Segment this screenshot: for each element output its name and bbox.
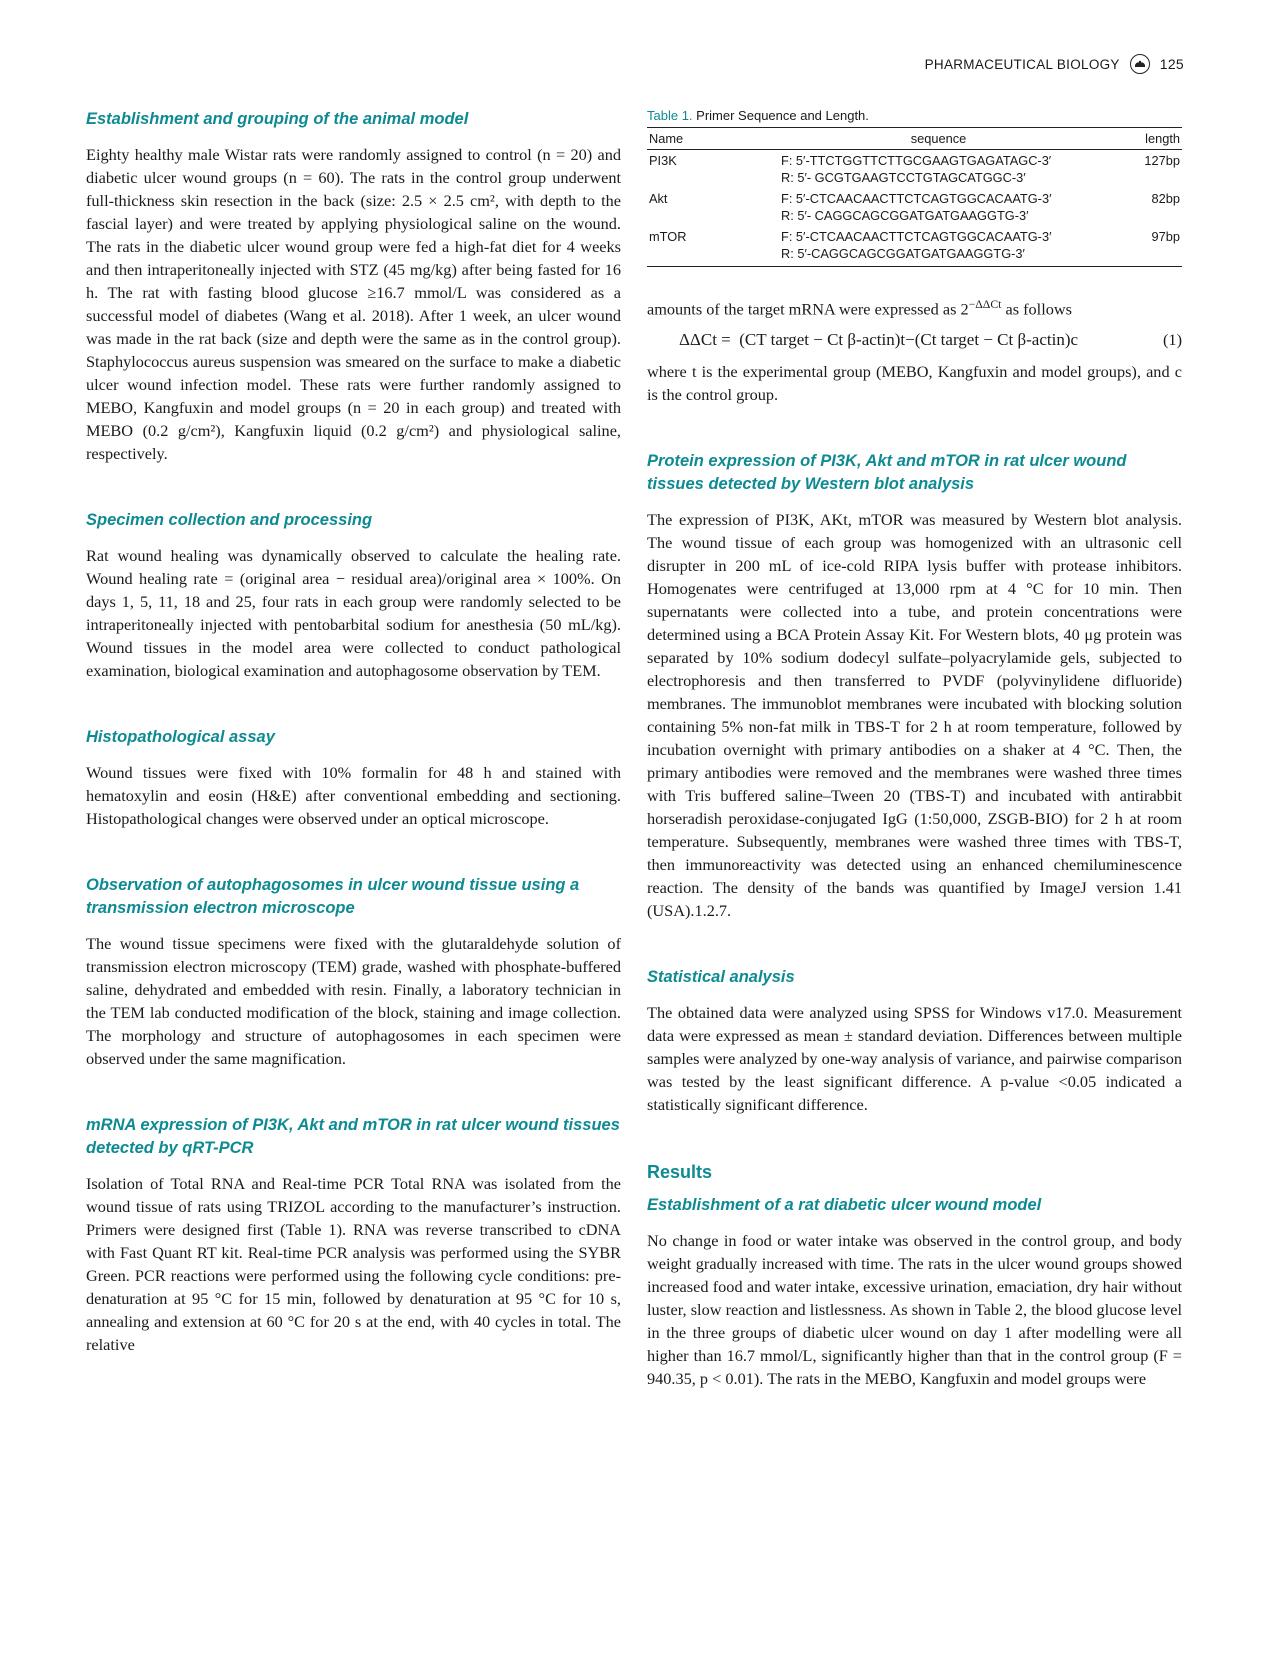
primer-sequence [779, 226, 1098, 267]
forward-primer: F: 5′-TTCTGGTTCTTGCGAAGTGAGATAGC-3′ [781, 153, 1052, 168]
primer-length: 97bp [1098, 226, 1182, 267]
primer-sequence [779, 188, 1098, 226]
right-column [647, 108, 1182, 1390]
paragraph: Eighty healthy male Wistar rats were randomly assigned to control (n = 20) and diabetic ulcer wound groups (n = 60). The rats in the control group underwent full-thickness skin resection in the back (size: 2.5 × 2.5 cm², with depth to the fascial layer) and were treated by applying physiological saline on the wound. The rats in the diabetic ulcer wound group were fed a high-fat diet for 4 weeks and then intraperitoneally injected with STZ (45 mg/kg) after being fasted for 16 h. The rat with fasting blood glucose ≥16.7 mmol/L was considered as a successful model of diabetes (Wang et al. 2018). After 1 week, an ulcer wound was made in the rat back (size and depth were the same as in the control group). Staphylococcus aureus suspension was smeared on the surface to make a diabetic ulcer wound infection model. These rats were further randomly assigned to MEBO, Kangfuxin and model groups (n = 20 in each group) and treated with MEBO (0.2 g/cm²), Kangfuxin liquid (0.2 g/cm²) and physiological saline, respectively. [86, 145, 621, 463]
reverse-primer: R: 5′- CAGGCAGCGGATGATGAAGGTG-3′ [781, 208, 1029, 223]
reverse-primer: R: 5′- GCGTGAAGTCCTGTAGCATGGC-3′ [781, 170, 1026, 185]
section-heading: mRNA expression of PI3K, Akt and mTOR in rat ulcer wound tissues detected by qRT-PCR [86, 1116, 620, 1157]
primer-name: PI3K [649, 153, 677, 168]
primer-length: 82bp [1151, 191, 1180, 206]
section-heading: Establishment and grouping of the animal model [86, 110, 469, 128]
primer-name: Akt [649, 191, 668, 206]
section-heading: Observation of autophagosomes in ulcer wound tissue using a transmission electron microscope [86, 876, 580, 917]
paragraph [647, 293, 1182, 320]
primer-table [647, 127, 1182, 267]
forward-primer: F: 5′-CTCAACAACTTCTCAGTGGCACAATG-3′ [781, 191, 1052, 206]
paragraph: The wound tissue specimens were fixed with the glutaraldehyde solution of transmission electron microscopy (TEM) grade, washed with phosphate-buffered saline, dehydrated and embedded with resin. Finally, a laboratory technician in the TEM lab conducted modification of the block, staining and image collection. The morphology and structure of autophagosomes in each specimen were observed under the same magnification. [86, 934, 621, 1068]
forward-primer: F: 5′-CTCAACAACTTCTCAGTGGCACAATG-3′ [781, 229, 1052, 244]
left-column [86, 108, 621, 1356]
section-heading: Statistical analysis [647, 968, 795, 987]
table-title: Primer Sequence and Length. [696, 108, 869, 123]
journal-logo-icon [1130, 54, 1150, 74]
section-heading: Establishment of a rat diabetic ulcer wound model [647, 1196, 1042, 1215]
primer-length: 127bp [1144, 153, 1180, 168]
paragraph: The expression of PI3K, AKt, mTOR was measured by Western blot analysis. The wound tissue of each group was homogenized with an ultrasonic cell disrupter in 200 mL of ice-cold RIPA lysis buffer with protease inhibitors. Homogenates were centrifuged at 13,000 rpm at 4 °C for 10 min. Then supernatants were collected into a tube, and protein concentrations were determined using a BCA Protein Assay Kit. For Western blots, 40 μg protein was separated by 10% sodium dodecyl sulfate–polyacrylamide gels, subjected to electrophoresis and then transferred to PVDF (polyvinylidene difluoride) membranes. The immunoblot membranes were incubated with blocking solution containing 5% non-fat milk in TBS-T for 2 h at room temperature, followed by incubation overnight with primary antibodies on a shaker at 4 °C. Then, the primary antibodies were removed and the membranes were washed three times with Tris buffered saline–Tween 20 (TBS-T) and incubated with antirabbit horseradish peroxidase-conjugated IgG (1:50,000, ZSGB-BIO) for 2 h at room temperature. Subsequently, membranes were washed three times with TBS-T, then immunoreactivity was detected using an enhanced chemiluminescence reaction. The density of the bands was quantified by ImageJ version 1.41 (USA).1.2.7. [647, 510, 1182, 921]
table-row [647, 226, 1182, 267]
primer-name: mTOR [647, 226, 779, 267]
paragraph: Rat wound healing was dynamically observed to calculate the healing rate. Wound healing rate = (original area − residual area)/original area × 100%. On days 1, 5, 11, 18 and 25, four rats in each group were randomly selected to be intraperitoneally injected with pentobarbital sodium for anesthesia (50 mL/kg). Wound tissues in the model area were collected to conduct pathological examination, biological examination and autophagosome observation by TEM. [86, 546, 621, 680]
paragraph-text: amounts of the target mRNA were expressed as 2 [647, 299, 969, 319]
paragraph-text: as follows [1001, 299, 1072, 319]
table-row [647, 188, 1182, 226]
equation-body [679, 330, 1078, 350]
paragraph: No change in food or water intake was observed in the control group, and body weight gradually increased with time. The rats in the ulcer wound groups showed increased food and water intake, excessive urination, emaciation, dry hair without luster, slow reaction and listlessness. As shown in Table 2, the blood glucose level in the three groups of diabetic ulcer wound on day 1 after modelling were all higher than 16.7 mmol/L, significantly higher than that in the control group (F = 940.35, p < 0.01). The rats in the MEBO, Kangfuxin and model groups were [647, 1231, 1182, 1389]
paragraph: Wound tissues were fixed with 10% formalin for 48 h and stained with hematoxylin and eosin (H&E) after conventional embedding and sectioning. Histopathological changes were observed under an optical microscope. [86, 763, 621, 828]
table-header-cell: length [1098, 128, 1182, 150]
table-header-cell: Name [647, 128, 779, 150]
equation [647, 330, 1182, 350]
equation-rhs: (CT target − Ct β-actin)t−(Ct target − Ct β-actin)c [739, 330, 1079, 350]
paragraph: The obtained data were analyzed using SPSS for Windows v17.0. Measurement data were expressed as mean ± standard deviation. Differences between multiple samples were analyzed by one-way analysis of variance, and pairwise comparison was tested by the least significant difference. A p-value <0.05 indicated a statistically significant difference. [647, 1003, 1182, 1115]
exponent: −ΔΔCt [968, 298, 1002, 311]
section-heading: Specimen collection and processing [86, 511, 373, 529]
results-heading: Results [647, 1162, 713, 1183]
primer-sequence [779, 150, 1098, 189]
section-heading: Histopathological assay [86, 728, 275, 746]
paragraph: where t is the experimental group (MEBO, Kangfuxin and model groups), and c is the control group. [647, 362, 1182, 405]
table-row [647, 150, 1182, 189]
paragraph: Isolation of Total RNA and Real-time PCR Total RNA was isolated from the wound tissue of rats using TRIZOL according to the manufacturer’s instruction. Primers were designed first (Table 1). RNA was reverse transcribed to cDNA with Fast Quant RT kit. Real-time PCR analysis was performed using the SYBR Green. PCR reactions were performed using the following cycle conditions: pre-denaturation at 95 °C for 15 min, followed by denaturation at 95 °C for 10 s, annealing and extension at 60 °C for 20 s at the end, with 40 cycles in total. The relative [86, 1174, 621, 1354]
journal-name: PHARMACEUTICAL BIOLOGY [924, 56, 1120, 72]
table-header-cell: sequence [779, 128, 1098, 150]
reverse-primer: R: 5′-CAGGCAGCGGATGATGAAGGTG-3′ [781, 246, 1025, 261]
equation-number: (1) [1163, 330, 1182, 350]
table-label: Table 1. [647, 108, 693, 123]
table-caption [647, 108, 1182, 123]
page-number: 125 [1159, 56, 1184, 72]
running-header [925, 52, 1184, 76]
equation-lhs: ΔΔCt = [679, 330, 731, 350]
section-heading: Protein expression of PI3K, Akt and mTOR in rat ulcer wound tissues detected by Western blot analysis [647, 452, 1127, 494]
